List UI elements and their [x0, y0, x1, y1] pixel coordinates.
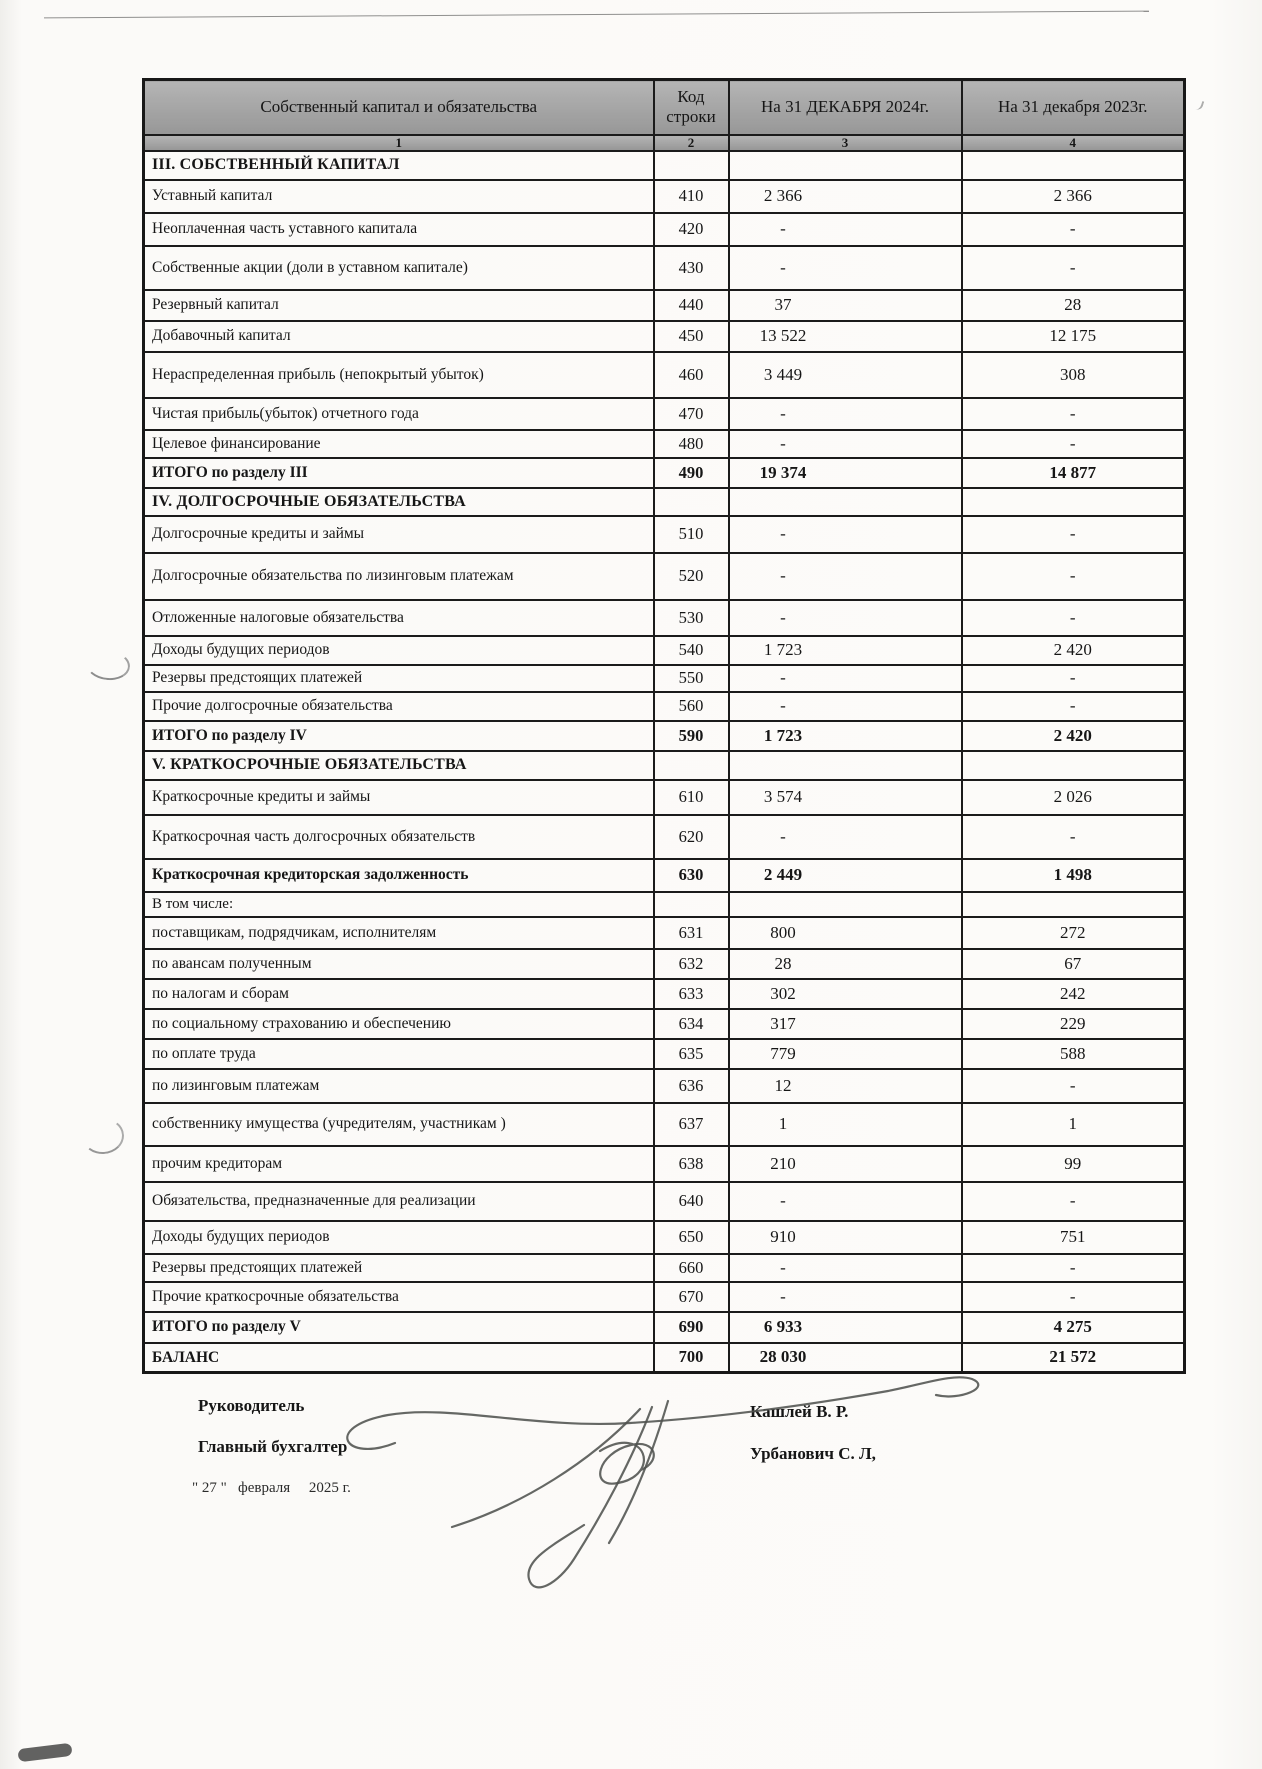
- row-value-2023: -: [962, 692, 1185, 721]
- row-code: 637: [654, 1103, 729, 1146]
- row-value-2024: 28 030: [729, 1343, 962, 1373]
- row-code: 638: [654, 1146, 729, 1182]
- row-label: Доходы будущих периодов: [144, 636, 654, 665]
- table-row: [144, 488, 1185, 516]
- row-code: 560: [654, 692, 729, 721]
- row-value-2024: 19 374: [729, 458, 962, 488]
- row-code: 440: [654, 290, 729, 321]
- table-row: [144, 1254, 1185, 1282]
- table-row: [144, 859, 1185, 892]
- row-label: Обязательства, предназначенные для реализации: [144, 1182, 654, 1221]
- row-value-2023: 2 420: [962, 721, 1185, 751]
- column-number-1: 1: [144, 135, 654, 151]
- row-value-2023: -: [962, 246, 1185, 290]
- table-row: [144, 1009, 1185, 1039]
- scan-artifact-pen-mark: [81, 1117, 125, 1156]
- row-code: 550: [654, 665, 729, 692]
- table-row: [144, 949, 1185, 979]
- row-value-2023: 272: [962, 917, 1185, 949]
- row-value-2024: 3 449: [729, 352, 962, 398]
- row-label: Доходы будущих периодов: [144, 1221, 654, 1254]
- row-value-2023: -: [962, 600, 1185, 636]
- row-value-2023: [962, 488, 1185, 516]
- col-header-equity-liabilities: Собственный капитал и обязательства: [144, 80, 654, 135]
- row-value-2023: 2 420: [962, 636, 1185, 665]
- row-value-2024: -: [729, 213, 962, 246]
- row-value-2023: 2 026: [962, 780, 1185, 815]
- row-value-2023: 99: [962, 1146, 1185, 1182]
- table-row: [144, 1103, 1185, 1146]
- row-code: 650: [654, 1221, 729, 1254]
- row-value-2024: -: [729, 815, 962, 859]
- table-row: [144, 600, 1185, 636]
- row-value-2024: 3 574: [729, 780, 962, 815]
- row-code: 450: [654, 321, 729, 352]
- row-label: Собственные акции (доли в уставном капитале): [144, 246, 654, 290]
- table-row: [144, 398, 1185, 430]
- row-label: БАЛАНС: [144, 1343, 654, 1373]
- row-value-2023: 21 572: [962, 1343, 1185, 1373]
- row-value-2023: 67: [962, 949, 1185, 979]
- table-row: [144, 553, 1185, 600]
- table-row: [144, 352, 1185, 398]
- row-code: 630: [654, 859, 729, 892]
- row-label: Долгосрочные кредиты и займы: [144, 516, 654, 553]
- row-label: Резервный капитал: [144, 290, 654, 321]
- col-header-dec-2024: На 31 ДЕКАБРЯ 2024г.: [729, 80, 962, 135]
- row-value-2023: -: [962, 1254, 1185, 1282]
- row-code: 620: [654, 815, 729, 859]
- scan-artifact-smudge: [17, 1743, 72, 1762]
- table-row: [144, 721, 1185, 751]
- table-row: [144, 1039, 1185, 1069]
- row-value-2024: [729, 892, 962, 917]
- table-row: [144, 180, 1185, 213]
- row-code: 660: [654, 1254, 729, 1282]
- row-code: 490: [654, 458, 729, 488]
- row-value-2023: 4 275: [962, 1312, 1185, 1343]
- row-label: Резервы предстоящих платежей: [144, 665, 654, 692]
- row-code: 635: [654, 1039, 729, 1069]
- row-value-2024: 6 933: [729, 1312, 962, 1343]
- column-numbers-row: [144, 135, 1185, 151]
- row-value-2024: -: [729, 246, 962, 290]
- row-label: V. КРАТКОСРОЧНЫЕ ОБЯЗАТЕЛЬСТВА: [144, 751, 654, 780]
- row-value-2024: [729, 151, 962, 180]
- row-code: 634: [654, 1009, 729, 1039]
- row-value-2023: [962, 892, 1185, 917]
- row-code: 530: [654, 600, 729, 636]
- row-value-2024: -: [729, 1282, 962, 1312]
- table-row: [144, 892, 1185, 917]
- row-code: [654, 151, 729, 180]
- table-row: [144, 1312, 1185, 1343]
- row-label: Краткосрочные кредиты и займы: [144, 780, 654, 815]
- table-row: [144, 636, 1185, 665]
- table-row: [144, 692, 1185, 721]
- date-line: " 27 " февраля 2025 г.: [192, 1480, 351, 1496]
- table-row: [144, 815, 1185, 859]
- row-label: по налогам и сборам: [144, 979, 654, 1009]
- row-code: 633: [654, 979, 729, 1009]
- table-row: [144, 665, 1185, 692]
- row-label: Целевое финансирование: [144, 430, 654, 458]
- row-value-2023: -: [962, 1069, 1185, 1103]
- row-code: 430: [654, 246, 729, 290]
- row-label: Чистая прибыль(убыток) отчетного года: [144, 398, 654, 430]
- row-value-2024: -: [729, 516, 962, 553]
- row-label: В том числе:: [144, 892, 654, 917]
- row-code: 632: [654, 949, 729, 979]
- row-value-2023: 2 366: [962, 180, 1185, 213]
- row-value-2023: 1: [962, 1103, 1185, 1146]
- row-value-2023: 242: [962, 979, 1185, 1009]
- row-value-2023: 28: [962, 290, 1185, 321]
- table-row: [144, 780, 1185, 815]
- table-row: [144, 516, 1185, 553]
- row-value-2023: 1 498: [962, 859, 1185, 892]
- director-label: Руководитель: [198, 1396, 305, 1415]
- row-value-2024: 210: [729, 1146, 962, 1182]
- row-label: III. СОБСТВЕННЫЙ КАПИТАЛ: [144, 151, 654, 180]
- row-value-2024: 2 449: [729, 859, 962, 892]
- row-value-2024: 37: [729, 290, 962, 321]
- chief-accountant-name: Урбанович С. Л,: [750, 1444, 876, 1463]
- row-value-2023: 229: [962, 1009, 1185, 1039]
- row-code: 610: [654, 780, 729, 815]
- row-value-2024: -: [729, 398, 962, 430]
- row-value-2024: 779: [729, 1039, 962, 1069]
- row-code: 690: [654, 1312, 729, 1343]
- row-value-2023: 12 175: [962, 321, 1185, 352]
- table-row: [144, 151, 1185, 180]
- row-label: ИТОГО по разделу IV: [144, 721, 654, 751]
- row-label: Нераспределенная прибыль (непокрытый убыток): [144, 352, 654, 398]
- scan-artifact-pen-mark: [85, 648, 132, 682]
- row-code: 460: [654, 352, 729, 398]
- row-label: Резервы предстоящих платежей: [144, 1254, 654, 1282]
- row-code: 590: [654, 721, 729, 751]
- row-value-2023: -: [962, 815, 1185, 859]
- table-row: [144, 213, 1185, 246]
- row-label: по социальному страхованию и обеспечению: [144, 1009, 654, 1039]
- director-name: Кашлей В. Р.: [750, 1402, 849, 1421]
- row-label: ИТОГО по разделу III: [144, 458, 654, 488]
- row-value-2023: -: [962, 213, 1185, 246]
- table-row: [144, 246, 1185, 290]
- row-value-2023: 14 877: [962, 458, 1185, 488]
- row-value-2024: 910: [729, 1221, 962, 1254]
- row-code: 640: [654, 1182, 729, 1221]
- row-code: 540: [654, 636, 729, 665]
- row-code: 631: [654, 917, 729, 949]
- row-value-2024: 2 366: [729, 180, 962, 213]
- row-label: Краткосрочная кредиторская задолженность: [144, 859, 654, 892]
- table-header-row: [144, 80, 1185, 135]
- row-value-2023: -: [962, 430, 1185, 458]
- row-code: 636: [654, 1069, 729, 1103]
- row-value-2024: 800: [729, 917, 962, 949]
- scan-artifact-tick: [1193, 99, 1205, 111]
- chief-accountant-label: Главный бухгалтер: [198, 1437, 348, 1456]
- col-header-line-code: Код строки: [654, 80, 729, 135]
- row-label: Прочие краткосрочные обязательства: [144, 1282, 654, 1312]
- row-value-2024: 28: [729, 949, 962, 979]
- row-label: Долгосрочные обязательства по лизинговым платежам: [144, 553, 654, 600]
- row-value-2023: -: [962, 553, 1185, 600]
- row-label: IV. ДОЛГОСРОЧНЫЕ ОБЯЗАТЕЛЬСТВА: [144, 488, 654, 516]
- row-value-2023: 308: [962, 352, 1185, 398]
- row-label: Прочие долгосрочные обязательства: [144, 692, 654, 721]
- row-value-2024: -: [729, 692, 962, 721]
- row-value-2023: 588: [962, 1039, 1185, 1069]
- row-value-2023: 751: [962, 1221, 1185, 1254]
- row-label: Краткосрочная часть долгосрочных обязательств: [144, 815, 654, 859]
- table-row: [144, 917, 1185, 949]
- row-code: 480: [654, 430, 729, 458]
- table-row: [144, 751, 1185, 780]
- row-value-2023: -: [962, 1282, 1185, 1312]
- row-label: Отложенные налоговые обязательства: [144, 600, 654, 636]
- row-label: Добавочный капитал: [144, 321, 654, 352]
- row-value-2023: [962, 751, 1185, 780]
- row-value-2024: 1 723: [729, 636, 962, 665]
- row-value-2024: 13 522: [729, 321, 962, 352]
- row-value-2024: -: [729, 430, 962, 458]
- row-label: по оплате труда: [144, 1039, 654, 1069]
- row-value-2024: 12: [729, 1069, 962, 1103]
- row-value-2023: -: [962, 665, 1185, 692]
- row-value-2024: [729, 751, 962, 780]
- row-value-2024: 317: [729, 1009, 962, 1039]
- table-row: [144, 290, 1185, 321]
- row-code: 410: [654, 180, 729, 213]
- row-value-2023: [962, 151, 1185, 180]
- row-code: [654, 892, 729, 917]
- table-row: [144, 430, 1185, 458]
- column-number-4: 4: [962, 135, 1185, 151]
- table-row: [144, 1182, 1185, 1221]
- row-code: 700: [654, 1343, 729, 1373]
- row-label: Уставный капитал: [144, 180, 654, 213]
- row-label: собственнику имущества (учредителям, участникам ): [144, 1103, 654, 1146]
- table-row: [144, 979, 1185, 1009]
- row-code: [654, 488, 729, 516]
- row-value-2024: -: [729, 553, 962, 600]
- row-code: 420: [654, 213, 729, 246]
- row-code: 510: [654, 516, 729, 553]
- row-value-2024: 1: [729, 1103, 962, 1146]
- row-value-2024: -: [729, 600, 962, 636]
- row-label: прочим кредиторам: [144, 1146, 654, 1182]
- table-row: [144, 1282, 1185, 1312]
- row-value-2024: 302: [729, 979, 962, 1009]
- row-value-2023: -: [962, 398, 1185, 430]
- row-code: 670: [654, 1282, 729, 1312]
- row-value-2024: -: [729, 1182, 962, 1221]
- table-row: [144, 1069, 1185, 1103]
- row-code: 520: [654, 553, 729, 600]
- table-row: [144, 458, 1185, 488]
- signature-scribble: [300, 1365, 1080, 1615]
- table-row: [144, 1146, 1185, 1182]
- balance-sheet-table: [142, 78, 1186, 1374]
- scan-artifact-top-edge-line: [44, 11, 1149, 19]
- row-code: [654, 751, 729, 780]
- row-label: ИТОГО по разделу V: [144, 1312, 654, 1343]
- row-label: поставщикам, подрядчикам, исполнителям: [144, 917, 654, 949]
- row-value-2023: -: [962, 1182, 1185, 1221]
- table-row: [144, 321, 1185, 352]
- row-label: по авансам полученным: [144, 949, 654, 979]
- row-code: 470: [654, 398, 729, 430]
- row-label: по лизинговым платежам: [144, 1069, 654, 1103]
- col-header-dec-2023: На 31 декабря 2023г.: [962, 80, 1185, 135]
- column-number-2: 2: [654, 135, 729, 151]
- row-value-2024: [729, 488, 962, 516]
- column-number-3: 3: [729, 135, 962, 151]
- row-value-2024: 1 723: [729, 721, 962, 751]
- row-value-2024: -: [729, 665, 962, 692]
- row-value-2024: -: [729, 1254, 962, 1282]
- table-row: [144, 1221, 1185, 1254]
- row-label: Неоплаченная часть уставного капитала: [144, 213, 654, 246]
- row-value-2023: -: [962, 516, 1185, 553]
